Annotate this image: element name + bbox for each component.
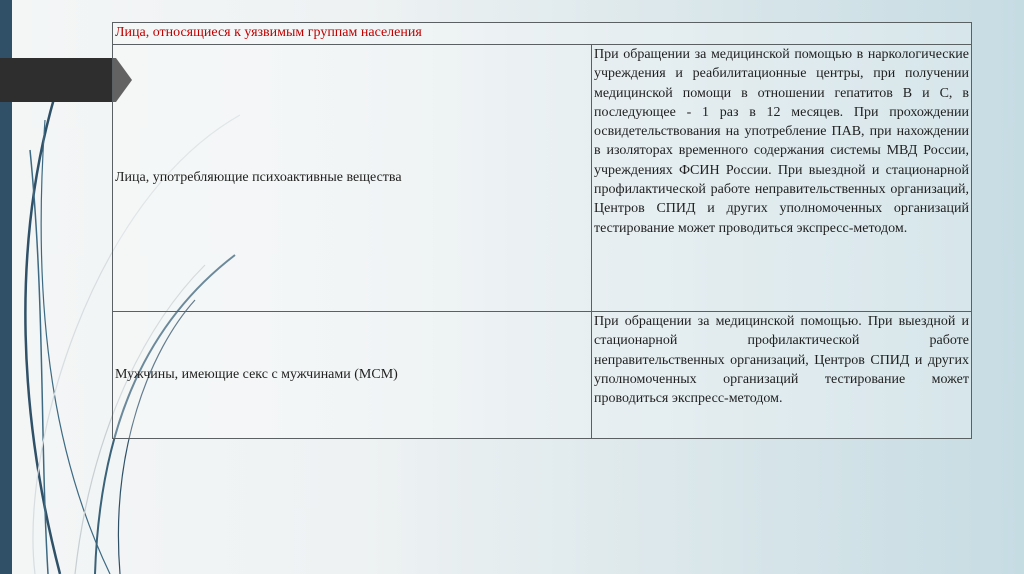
vulnerable-groups-table xyxy=(112,22,972,439)
testing-description-cell: При обращении за медицинской помощью. При выездной и стационарной профилактической работе неправительственных организаций, Центров СПИД и других уполномоченных организаций тестирование может проводиться экспресс-методом. xyxy=(592,312,972,439)
testing-description-cell: При обращении за медицинской помощью в наркологические учреждения и реабилитационные центры, при получении медицинской помощи в отношении гепатитов В и С, в последующее - 1 раз в 12 месяцев. При прохождении освидетельствования на употребление ПАВ, при нахождении в изоляторах временного содержания системы МВД России, учреждениях ФСИН России. При выездной и стационарной профилактической работе неправительственных организаций, Центров СПИД и других уполномоченных организаций тестирование может проводиться экспресс-методом. xyxy=(592,45,972,312)
table-row xyxy=(113,45,972,312)
group-name-cell: Лица, употребляющие психоактивные вещества xyxy=(113,45,592,312)
table-header-cell: Лица, относящиеся к уязвимым группам населения xyxy=(113,23,972,45)
table-row xyxy=(113,312,972,439)
arrow-tab xyxy=(0,58,116,102)
table-header-row xyxy=(113,23,972,45)
group-name-cell: Мужчины, имеющие секс с мужчинами (МСМ) xyxy=(113,312,592,439)
